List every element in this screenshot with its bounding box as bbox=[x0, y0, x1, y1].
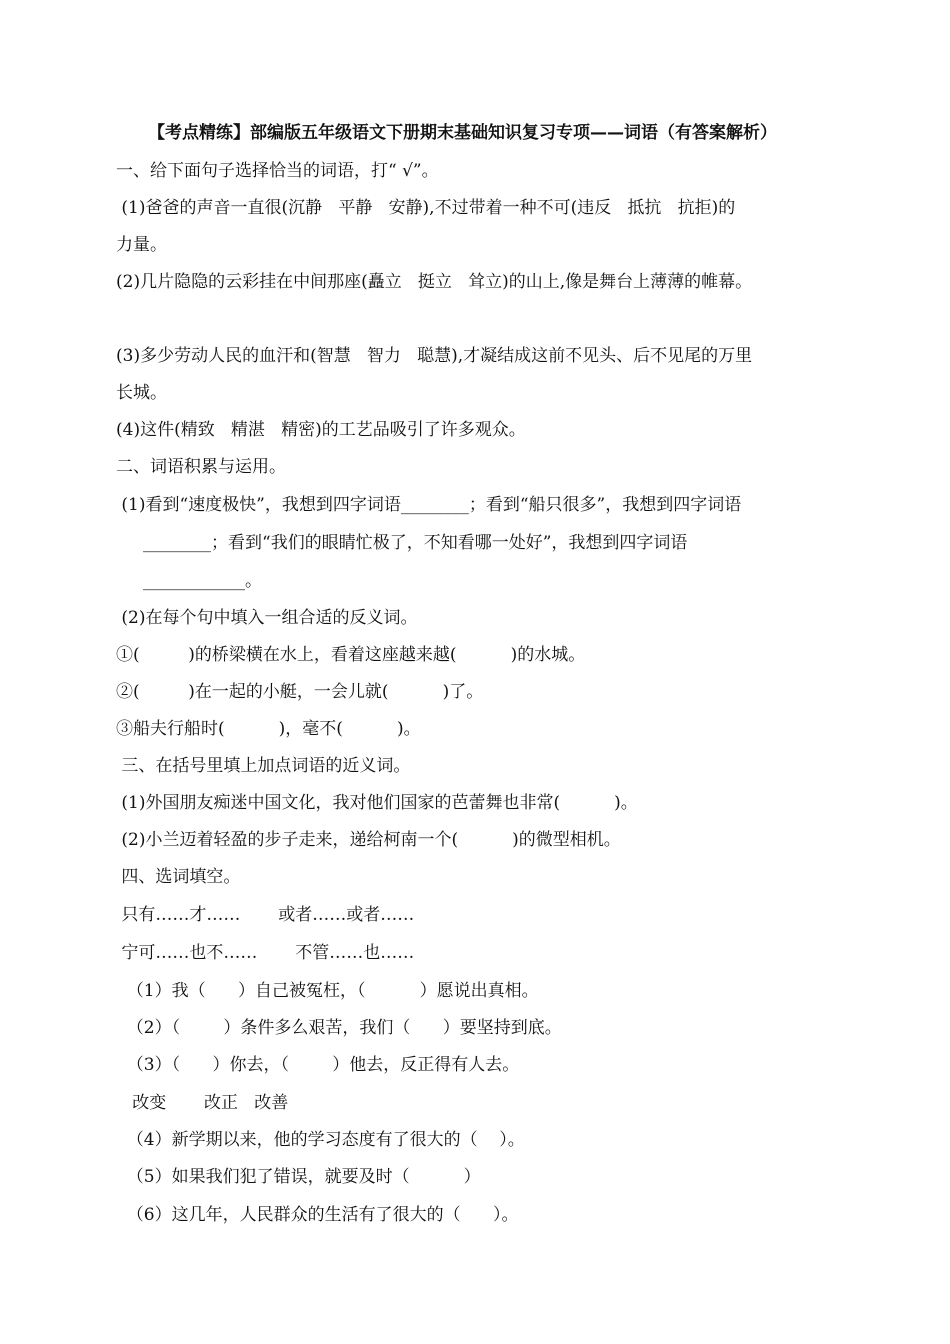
question-4-2: （2）（ ）条件多么艰苦，我们（ ）要坚持到底。 bbox=[116, 1018, 562, 1038]
question-1-3-cont: 长城。 bbox=[116, 383, 167, 403]
question-3-2: (2)小兰迈着轻盈的步子走来，递给柯南一个( )的微型相机。 bbox=[116, 830, 621, 850]
section-4-heading: 四、选词填空。 bbox=[116, 867, 241, 887]
question-1-1: (1)爸爸的声音一直很(沉静 平静 安静),不过带着一种不可(违反 抵抗 抗拒)的 bbox=[116, 198, 736, 218]
document-title: 【考点精练】部编版五年级语文下册期末基础知识复习专项——词语（有答案解析） bbox=[148, 123, 777, 143]
question-4-5: （5）如果我们犯了错误，就要及时（ ） bbox=[116, 1167, 481, 1187]
question-2-2-c: ③船夫行船时( )，毫不( )。 bbox=[116, 719, 421, 739]
word-bank-1: 只有……才…… 或者……或者…… bbox=[116, 905, 415, 925]
question-4-1: （1）我（ ）自己被冤枉，（ ）愿说出真相。 bbox=[116, 981, 539, 1001]
section-2-heading: 二、词语积累与运用。 bbox=[116, 457, 286, 477]
question-3-1: (1)外国朋友痴迷中国文化，我对他们国家的芭蕾舞也非常( )。 bbox=[116, 793, 638, 813]
question-4-3: （3）（ ）你去，（ ）他去，反正得有人去。 bbox=[116, 1055, 520, 1075]
question-4-6: （6）这几年，人民群众的生活有了很大的（ ）。 bbox=[116, 1205, 519, 1225]
question-1-4: (4)这件(精致 精湛 精密)的工艺品吸引了许多观众。 bbox=[116, 420, 526, 440]
section-3-heading: 三、在括号里填上加点词语的近义词。 bbox=[116, 756, 411, 776]
question-2-2-b: ②( )在一起的小艇，一会儿就( )了。 bbox=[116, 682, 484, 702]
question-2-1: (1)看到“速度极快”，我想到四字词语________；看到“船只很多”，我想到四字词语 bbox=[116, 495, 742, 515]
question-2-1-cont: ________；看到“我们的眼睛忙极了，不知看哪一处好”，我想到四字词语 bbox=[116, 533, 688, 553]
question-4-4: （4）新学期以来，他的学习态度有了很大的（ ）。 bbox=[116, 1130, 525, 1150]
question-2-1-cont2: ____________。 bbox=[116, 571, 263, 591]
question-1-2: (2)几片隐隐的云彩挂在中间那座(矗立 挺立 耸立)的山上,像是舞台上薄薄的帷幕。 bbox=[116, 272, 753, 292]
question-1-3: (3)多少劳动人民的血汗和(智慧 智力 聪慧),才凝结成这前不见头、后不见尾的万里 bbox=[116, 346, 753, 366]
word-bank-3: 改变 改正 改善 bbox=[116, 1093, 289, 1113]
section-1-heading: 一、给下面句子选择恰当的词语，打“ √”。 bbox=[116, 161, 439, 181]
word-bank-2: 宁可……也不…… 不管……也…… bbox=[116, 943, 415, 963]
question-2-2: (2)在每个句中填入一组合适的反义词。 bbox=[116, 608, 418, 628]
question-2-2-a: ①( )的桥梁横在水上，看着这座越来越( )的水城。 bbox=[116, 645, 586, 665]
question-1-1-cont: 力量。 bbox=[116, 235, 167, 255]
